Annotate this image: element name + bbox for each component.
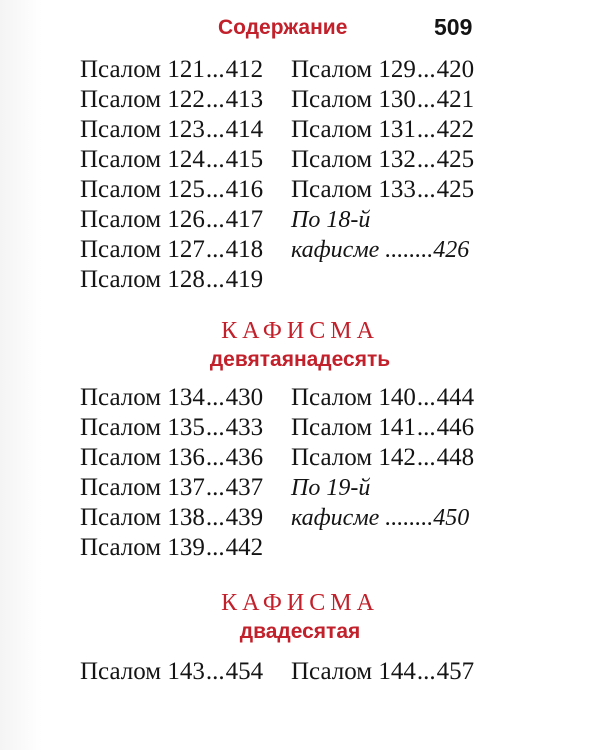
section-2-heading	[0, 316, 600, 374]
toc-entry[interactable]: Псалом 135...433	[80, 414, 264, 441]
toc-entry[interactable]: Псалом 131...422	[291, 116, 475, 143]
kathisma-note-entry[interactable]: кафисме ........426	[291, 237, 470, 263]
toc-entry[interactable]: Псалом 137...437	[80, 474, 264, 501]
toc-entry[interactable]: Псалом 122...413	[80, 86, 264, 113]
kathisma-title: КАФИСМА	[221, 318, 379, 344]
kathisma-note-entry[interactable]: кафисме ........450	[291, 505, 470, 531]
section-3-heading	[0, 588, 600, 646]
toc-entry[interactable]: Псалом 129...420	[291, 56, 475, 83]
toc-entry[interactable]: Псалом 141...446	[291, 414, 475, 441]
section-1-right-column	[291, 55, 474, 265]
toc-entry[interactable]: Псалом 133...425	[291, 176, 475, 203]
toc-entry[interactable]: Псалом 126...417	[80, 206, 264, 233]
toc-entry[interactable]: Псалом 123...414	[80, 116, 264, 143]
running-header-title: Содержание	[218, 16, 348, 39]
page-number: 509	[434, 14, 473, 40]
toc-entry[interactable]: Псалом 130...421	[291, 86, 475, 113]
kathisma-subtitle: девятаянадесять	[209, 348, 391, 371]
kathisma-note-line: По 19-й	[291, 475, 371, 501]
section-1-left-column	[80, 55, 263, 295]
kathisma-note-line: По 18-й	[291, 207, 371, 233]
toc-entry[interactable]: Псалом 128...419	[80, 266, 264, 293]
toc-entry[interactable]: Псалом 140...444	[291, 384, 475, 411]
toc-entry[interactable]: Псалом 144...457	[291, 658, 475, 685]
toc-entry[interactable]: Псалом 134...430	[80, 384, 264, 411]
toc-entry[interactable]: Псалом 139...442	[80, 534, 264, 561]
toc-entry[interactable]: Псалом 136...436	[80, 444, 264, 471]
toc-entry[interactable]: Псалом 124...415	[80, 146, 264, 173]
toc-entry[interactable]: Псалом 121...412	[80, 56, 264, 83]
toc-entry[interactable]: Псалом 125...416	[80, 176, 264, 203]
toc-entry[interactable]: Псалом 132...425	[291, 146, 475, 173]
toc-entry[interactable]: Псалом 143...454	[80, 658, 264, 685]
kathisma-subtitle: двадесятая	[239, 620, 361, 643]
toc-entry[interactable]: Псалом 142...448	[291, 444, 475, 471]
section-3-right-column	[291, 657, 474, 687]
toc-entry[interactable]: Псалом 138...439	[80, 504, 264, 531]
toc-entry[interactable]: Псалом 127...418	[80, 236, 264, 263]
section-2-right-column	[291, 383, 474, 533]
kathisma-title: КАФИСМА	[221, 590, 379, 616]
section-2-left-column	[80, 383, 263, 563]
section-3-left-column	[80, 657, 263, 687]
